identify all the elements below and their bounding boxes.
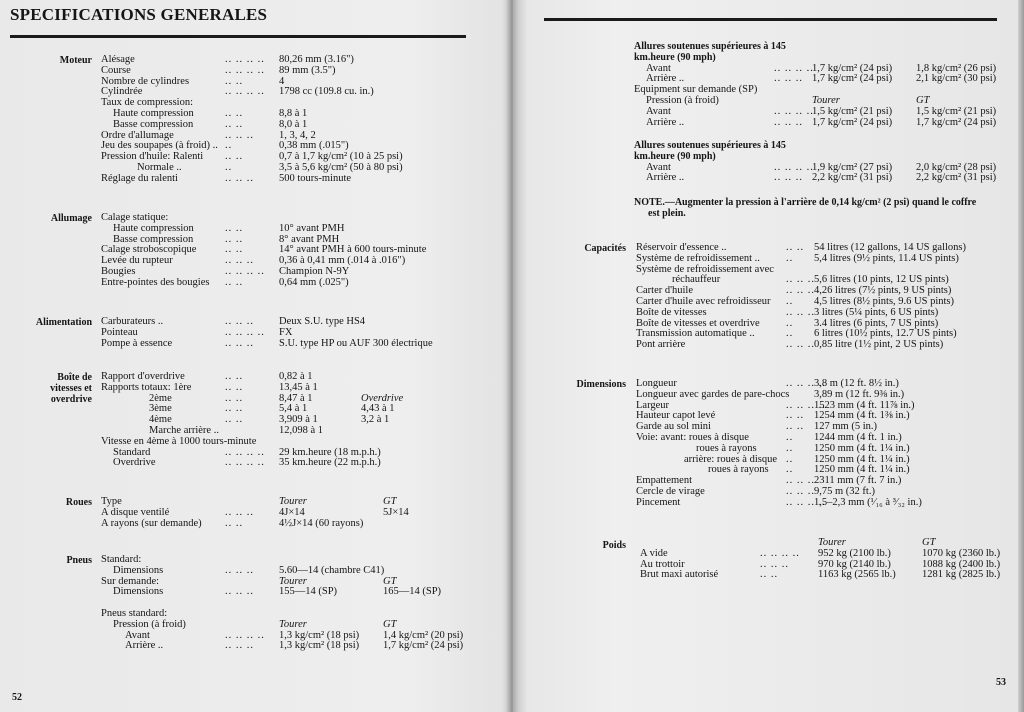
section-alimentation bbox=[101, 317, 501, 349]
page-number-right: 53 bbox=[996, 677, 1006, 688]
spec-value-2: 1088 kg (2400 lb.) bbox=[922, 558, 1001, 570]
leader-dots: .. .. .. .. bbox=[225, 457, 265, 469]
leader-dots: .. .. .. bbox=[225, 586, 254, 598]
spec-value: 5,6 litres (10 pints, 12 US pints) bbox=[814, 274, 949, 286]
spec-value-2: GT bbox=[916, 94, 930, 106]
spec-value: 89 mm (3.5") bbox=[279, 64, 336, 76]
spec-label: arrière: roues à disque bbox=[684, 453, 777, 465]
leader-dots: .. .. .. bbox=[774, 172, 803, 184]
spec-label: Haute compression bbox=[113, 107, 194, 119]
spec-value: 1244 mm (4 ft. 1 in.) bbox=[814, 431, 902, 443]
spec-label: Arrière .. bbox=[646, 73, 685, 85]
spec-row bbox=[634, 173, 1014, 184]
spec-label: Au trottoir bbox=[640, 558, 685, 570]
spec-label: Pression (à froid) bbox=[646, 94, 719, 106]
leader-dots: .. .. bbox=[225, 414, 244, 426]
section-label-allumage: Allumage bbox=[50, 213, 92, 224]
spec-row bbox=[101, 587, 501, 598]
spec-value: Tourer bbox=[279, 618, 307, 630]
leader-dots: .. .. bbox=[225, 371, 244, 382]
section-allumage bbox=[101, 213, 501, 289]
spec-row bbox=[636, 444, 1016, 455]
left-page bbox=[0, 0, 510, 712]
spec-value: Tourer bbox=[812, 94, 840, 106]
spec-label: Nombre de cylindres bbox=[101, 75, 190, 87]
leader-dots: .. .. .. .. bbox=[786, 496, 826, 508]
spec-label: Ordre d'allumage bbox=[101, 129, 174, 141]
spec-value: 1523 mm (4 ft. 11⅞ in.) bbox=[814, 399, 915, 411]
allures-heading-line: km.heure (90 mph) bbox=[634, 150, 716, 162]
spec-value: 1798 cc (109.8 cu. in.) bbox=[279, 86, 374, 98]
note bbox=[634, 197, 1009, 219]
spec-value: 1,7 kg/cm² (24 psi) bbox=[812, 62, 893, 74]
spec-label: Jeu des soupapes (à froid) .. bbox=[101, 140, 218, 152]
spec-value-2: 5J×14 bbox=[383, 506, 409, 518]
spec-value: 970 kg (2140 lb.) bbox=[818, 558, 891, 570]
spec-label: Basse compression bbox=[113, 233, 194, 245]
leader-dots: .. .. .. .. bbox=[225, 265, 265, 277]
spec-value: 1163 kg (2565 lb.) bbox=[818, 569, 896, 581]
leader-dots: .. .. .. .. bbox=[225, 64, 265, 76]
spec-label: A rayons (sur demande) bbox=[101, 517, 202, 529]
leader-dots: .. .. .. .. bbox=[774, 161, 814, 173]
spec-value: 1250 mm (4 ft. 1¼ in.) bbox=[814, 442, 910, 454]
page-number-left: 52 bbox=[12, 692, 22, 703]
spec-label: Haute compression bbox=[113, 222, 194, 234]
spec-label: Système de refroidissement .. bbox=[636, 252, 760, 264]
leader-dots: .. .. .. bbox=[225, 337, 254, 349]
section-label-roues: Roues bbox=[65, 497, 92, 508]
spec-value: 3,909 à 1 bbox=[279, 414, 318, 426]
spec-label: Largeur bbox=[636, 399, 670, 411]
spec-label: Système de refroidissement avec bbox=[636, 263, 774, 275]
leader-dots: .. bbox=[225, 140, 233, 152]
section-label-poids: Poids bbox=[602, 540, 626, 551]
spec-row bbox=[101, 66, 501, 77]
spec-value-2: 1,8 kg/cm² (26 psi) bbox=[916, 62, 997, 74]
boite-label-line: overdrive bbox=[50, 394, 92, 405]
spec-label: Arrière .. bbox=[646, 116, 685, 128]
leader-dots: .. .. .. bbox=[225, 316, 254, 327]
section-capacites bbox=[636, 243, 1016, 351]
spec-value: 1,7 kg/cm² (24 psi) bbox=[812, 73, 893, 85]
leader-dots: .. .. bbox=[225, 244, 244, 256]
spec-label: Carburateurs .. bbox=[101, 316, 164, 327]
spec-value: 12,098 à 1 bbox=[279, 424, 324, 436]
spec-row bbox=[101, 120, 501, 131]
spec-label: Pincement bbox=[636, 496, 681, 508]
spec-label: Pression (à froid) bbox=[113, 618, 186, 630]
spec-row bbox=[101, 317, 501, 328]
spec-label: Carter d'huile avec refroidisseur bbox=[636, 295, 771, 307]
section-dimensions bbox=[636, 379, 1016, 509]
leader-dots: .. .. .. .. bbox=[786, 378, 826, 389]
spec-value: 1254 mm (4 ft. 1⅜ in.) bbox=[814, 410, 910, 422]
leader-dots: .. .. bbox=[786, 421, 805, 433]
spec-row bbox=[101, 383, 501, 394]
spec-label: Equipment sur demande (SP) bbox=[634, 84, 758, 96]
poids-rows bbox=[640, 549, 1020, 581]
spec-row bbox=[101, 620, 501, 631]
spec-label: Pneus standard: bbox=[101, 607, 168, 619]
spec-row bbox=[640, 570, 1020, 581]
leader-dots: .. .. .. bbox=[786, 306, 815, 318]
spec-label: Hauteur capot levé bbox=[636, 410, 716, 422]
spec-label: 3ème bbox=[149, 403, 172, 415]
spec-row bbox=[636, 390, 1016, 401]
spec-value: 14° avant PMH à 600 tours-minute bbox=[279, 244, 427, 256]
leader-dots: .. .. .. bbox=[225, 172, 254, 184]
leader-dots: .. .. .. .. bbox=[225, 446, 265, 458]
spec-value-2: 165—14 (SP) bbox=[383, 586, 442, 598]
spec-value: 952 kg (2100 lb.) bbox=[818, 547, 891, 559]
leader-dots: .. .. .. bbox=[786, 339, 815, 351]
spec-value: 3,89 m (12 ft. 9⅜ in.) bbox=[814, 388, 905, 400]
boite-label-line: Boîte de bbox=[57, 372, 92, 383]
spec-label: Longueur avec gardes de pare-chocs bbox=[636, 388, 790, 400]
spec-value: 4½J×14 (60 rayons) bbox=[279, 517, 364, 529]
spec-label: Alésage bbox=[101, 54, 135, 65]
leader-dots: .. .. .. .. bbox=[225, 629, 265, 641]
spec-label: Standard bbox=[113, 446, 151, 458]
spec-value: 1,3 kg/cm² (18 psi) bbox=[279, 629, 360, 641]
spec-label: Calage stroboscopique bbox=[101, 244, 197, 256]
spec-label: Pression d'huile: Ralenti bbox=[101, 151, 204, 163]
spec-label: Course bbox=[101, 64, 131, 76]
leader-dots: .. .. .. bbox=[225, 564, 254, 576]
spec-label: Marche arrière .. bbox=[149, 424, 219, 436]
page-title: SPECIFICATIONS GENERALES bbox=[10, 5, 268, 24]
spec-value: 1250 mm (4 ft. 1¼ in.) bbox=[814, 464, 910, 476]
spec-row bbox=[101, 278, 501, 289]
section-poids bbox=[640, 538, 1020, 581]
spec-value: 8,47 à 1 bbox=[279, 392, 313, 404]
allures-2-rows bbox=[634, 163, 1014, 185]
leader-dots: .. .. .. bbox=[786, 485, 815, 497]
note-line-1: NOTE.—Augmenter la pression à l'arrière de 0,14 kg/cm² (2 psi) quand le coffre bbox=[634, 197, 977, 208]
leader-dots: .. bbox=[225, 161, 233, 173]
leader-dots: .. bbox=[786, 317, 794, 329]
spec-label: Bougies bbox=[101, 265, 136, 277]
poids-col-tourer: Tourer bbox=[818, 537, 846, 548]
leader-dots: .. .. bbox=[760, 569, 779, 581]
leader-dots: .. .. bbox=[225, 276, 244, 288]
spec-value: 1250 mm (4 ft. 1¼ in.) bbox=[814, 453, 910, 465]
spec-label: Taux de compression: bbox=[101, 97, 193, 109]
spec-value: 1, 3, 4, 2 bbox=[279, 129, 316, 141]
leader-dots: .. .. .. bbox=[786, 274, 815, 286]
spec-label: Voie: avant: roues à disque bbox=[636, 431, 749, 443]
spec-value: FX bbox=[279, 326, 293, 338]
spec-label: Carter d'huile bbox=[636, 285, 693, 297]
leader-dots: .. bbox=[786, 464, 794, 476]
spec-label: 2ème bbox=[149, 392, 172, 404]
spec-value: 4J×14 bbox=[279, 506, 305, 518]
leader-dots: .. .. bbox=[225, 151, 244, 163]
spec-label: Rapport d'overdrive bbox=[101, 371, 185, 382]
spec-label: Normale .. bbox=[137, 161, 182, 173]
spec-row bbox=[634, 107, 1014, 118]
spec-value-2: 2,2 kg/cm² (31 psi) bbox=[916, 172, 997, 184]
spec-label: Basse compression bbox=[113, 118, 194, 130]
spec-row bbox=[101, 641, 501, 652]
spec-value: 8,0 à 1 bbox=[279, 118, 308, 130]
leader-dots: .. .. bbox=[225, 118, 244, 130]
allures-heading-line: Allures soutenues supérieures à 145 bbox=[634, 41, 786, 52]
spec-value: 80,26 mm (3.16") bbox=[279, 54, 354, 65]
spec-value: 500 tours-minute bbox=[279, 172, 352, 184]
leader-dots: .. .. bbox=[225, 392, 244, 404]
spec-value: 6 litres (10½ pints, 12.7 US pints) bbox=[814, 328, 957, 340]
spec-row bbox=[636, 254, 1016, 265]
spec-value: 3,8 m (12 ft. 8½ in.) bbox=[814, 378, 899, 389]
roues-col-tourer: Tourer bbox=[279, 496, 307, 507]
spec-value-2: 1,7 kg/cm² (24 psi) bbox=[916, 116, 997, 128]
spec-value: 1,9 kg/cm² (27 psi) bbox=[812, 161, 893, 173]
section-roues bbox=[101, 497, 501, 529]
spec-label: Dimensions bbox=[113, 564, 164, 576]
spec-label: Arrière .. bbox=[646, 172, 685, 184]
leader-dots: .. .. .. .. bbox=[774, 62, 814, 74]
spec-row bbox=[636, 308, 1016, 319]
spec-value-2: 1,4 kg/cm² (20 psi) bbox=[383, 629, 464, 641]
section-label-pneus: Pneus bbox=[66, 555, 92, 566]
spec-label: réchauffeur bbox=[672, 274, 721, 286]
leader-dots: .. .. bbox=[786, 410, 805, 422]
spec-value: 2311 mm (7 ft. 7 in.) bbox=[814, 475, 902, 487]
spec-label: Longueur bbox=[636, 378, 677, 389]
leader-dots: .. .. .. bbox=[774, 73, 803, 85]
spec-value: 127 mm (5 in.) bbox=[814, 421, 877, 433]
spec-row bbox=[636, 498, 1016, 509]
leader-dots: .. .. .. .. bbox=[225, 326, 265, 338]
spec-label: Entre-pointes des bougies bbox=[101, 276, 210, 288]
spec-value: 4,26 litres (7½ pints, 9 US pints) bbox=[814, 285, 952, 297]
leader-dots: .. .. bbox=[225, 517, 244, 529]
spec-label: Avant bbox=[646, 105, 671, 117]
leader-dots: .. .. .. .. bbox=[786, 399, 826, 411]
leader-dots: .. .. bbox=[225, 403, 244, 415]
spec-label: Calage statique: bbox=[101, 212, 169, 223]
spec-value: 10° avant PMH bbox=[279, 222, 345, 234]
section-label-dimensions: Dimensions bbox=[576, 379, 626, 390]
spec-value-2: 1,7 kg/cm² (24 psi) bbox=[383, 640, 464, 652]
roues-type-label: Type bbox=[101, 496, 122, 507]
spec-value: 54 litres (12 gallons, 14 US gallons) bbox=[814, 242, 966, 253]
spec-label: Empattement bbox=[636, 475, 692, 487]
leader-dots: .. .. .. .. bbox=[225, 86, 265, 98]
spec-label: 4ème bbox=[149, 414, 172, 426]
spec-label: A vide bbox=[640, 547, 668, 559]
section-moteur bbox=[101, 55, 501, 185]
spec-value-2: GT bbox=[383, 575, 397, 587]
spec-label: Pointeau bbox=[101, 326, 138, 338]
spec-label: Arrière .. bbox=[125, 640, 164, 652]
leader-dots: .. bbox=[786, 431, 794, 443]
spec-value: 29 km.heure (18 m.p.h.) bbox=[279, 446, 381, 458]
spec-value: 1,5 kg/cm² (21 psi) bbox=[812, 105, 893, 117]
leader-dots: .. bbox=[786, 453, 794, 465]
leader-dots: .. .. .. .. bbox=[774, 105, 814, 117]
spec-label: Avant bbox=[646, 62, 671, 74]
leader-dots: .. .. bbox=[225, 381, 244, 393]
spec-value: 5,4 à 1 bbox=[279, 403, 308, 415]
section-boite bbox=[101, 372, 501, 469]
roues-rows bbox=[101, 508, 501, 530]
spec-row bbox=[640, 549, 1020, 560]
title-rule bbox=[10, 35, 466, 38]
leader-dots: .. .. .. bbox=[225, 506, 254, 518]
leader-dots: .. .. bbox=[225, 233, 244, 245]
spec-value-2: 1,5 kg/cm² (21 psi) bbox=[916, 105, 997, 117]
leader-dots: .. .. .. bbox=[774, 116, 803, 128]
spec-value: 8° avant PMH bbox=[279, 233, 340, 245]
spec-label: Transmission automatique .. bbox=[636, 328, 755, 340]
spec-label: Cercle de virage bbox=[636, 485, 705, 497]
spec-value-2: 2,0 kg/cm² (28 psi) bbox=[916, 161, 997, 173]
spec-value: 5,4 litres (9½ pints, 11.4 US pints) bbox=[814, 252, 959, 264]
spec-value: 8,8 à 1 bbox=[279, 107, 308, 119]
spec-label: Standard: bbox=[101, 554, 142, 565]
spec-label: Avant bbox=[125, 629, 150, 641]
section-pneus bbox=[101, 555, 501, 652]
spec-label: Avant bbox=[646, 161, 671, 173]
spec-value: 3.4 litres (6 pints, 7 US pints) bbox=[814, 317, 939, 329]
spec-value: 1,5–2,3 mm (¹⁄₁₆ à ³⁄₃₂ in.) bbox=[814, 496, 922, 508]
spec-label: Réglage du ralenti bbox=[101, 172, 178, 184]
spec-value: 2,2 kg/cm² (31 psi) bbox=[812, 172, 893, 184]
spec-value: Tourer bbox=[279, 575, 307, 587]
spec-value: 1,7 kg/cm² (24 psi) bbox=[812, 116, 893, 128]
spec-label: Cylindrée bbox=[101, 86, 143, 98]
section-allures-1 bbox=[634, 42, 1014, 128]
spec-row bbox=[101, 174, 501, 185]
spec-label: Garde au sol mini bbox=[636, 421, 711, 433]
section-allures-2 bbox=[634, 141, 1014, 184]
section-label-alimentation: Alimentation bbox=[35, 317, 92, 328]
leader-dots: .. .. .. bbox=[225, 255, 254, 267]
section-label-moteur: Moteur bbox=[59, 55, 92, 66]
spec-value: 13,45 à 1 bbox=[279, 381, 318, 393]
spec-label: Pompe à essence bbox=[101, 337, 173, 349]
leader-dots: .. .. .. bbox=[786, 285, 815, 297]
leader-dots: .. bbox=[786, 252, 794, 264]
boite-label-line: vitesses et bbox=[50, 383, 92, 394]
leader-dots: .. bbox=[786, 442, 794, 454]
spec-value: 0,64 mm (.025") bbox=[279, 276, 349, 288]
allures-1-rows bbox=[634, 64, 1014, 129]
right-page bbox=[514, 0, 1024, 712]
spec-label: Levée du rupteur bbox=[101, 255, 173, 267]
spec-value: 0,36 à 0,41 mm (.014 à .016") bbox=[279, 255, 406, 267]
spec-row bbox=[101, 224, 501, 235]
spec-label: Rapports totaux: 1ère bbox=[101, 381, 192, 393]
spec-value: 3,5 à 5,6 kg/cm² (50 à 80 psi) bbox=[279, 161, 403, 173]
spec-value: 0,7 à 1,7 kg/cm² (10 à 25 psi) bbox=[279, 151, 403, 163]
spec-value-2: GT bbox=[383, 618, 397, 630]
poids-col-gt: GT bbox=[922, 537, 936, 548]
leader-dots: .. .. .. .. bbox=[225, 54, 265, 65]
spec-row bbox=[101, 519, 501, 530]
roues-col-gt: GT bbox=[383, 496, 397, 507]
spec-value: 0,82 à 1 bbox=[279, 371, 313, 382]
note-line-2: est plein. bbox=[648, 208, 686, 219]
spec-row bbox=[636, 340, 1016, 351]
leader-dots: .. .. bbox=[786, 242, 805, 253]
leader-dots: .. bbox=[786, 295, 794, 307]
spec-label: Brut maxi autorisé bbox=[640, 569, 719, 581]
spec-value: 5.60—14 (chambre C41) bbox=[279, 564, 385, 576]
leader-dots: .. .. bbox=[225, 107, 244, 119]
leader-dots: .. .. .. bbox=[786, 475, 815, 487]
spec-value: 1,3 kg/cm² (18 psi) bbox=[279, 640, 360, 652]
spec-row bbox=[101, 339, 501, 350]
spec-label: A disque ventilé bbox=[101, 506, 170, 518]
spec-label: Pont arrière bbox=[636, 339, 686, 351]
spec-value: 155—14 (SP) bbox=[279, 586, 338, 598]
spec-label: Overdrive bbox=[113, 457, 156, 469]
spec-value: Champion N-9Y bbox=[279, 265, 350, 277]
spec-value-2: 4,43 à 1 bbox=[361, 403, 395, 415]
allures-heading-line: Allures soutenues supérieures à 145 bbox=[634, 140, 786, 151]
spec-value: 0,38 mm (.015") bbox=[279, 140, 349, 152]
spec-row bbox=[634, 118, 1014, 129]
spec-value: 0,85 litre (1½ pint, 2 US pints) bbox=[814, 339, 944, 351]
spec-label: Réservoir d'essence .. bbox=[636, 242, 727, 253]
spec-row bbox=[101, 508, 501, 519]
spec-value: S.U. type HP ou AUF 300 électrique bbox=[279, 337, 433, 349]
spec-row bbox=[101, 328, 501, 339]
spec-value: 35 km.heure (22 m.p.h.) bbox=[279, 457, 381, 469]
spec-value: Deux S.U. type HS4 bbox=[279, 316, 366, 327]
section-label-boite bbox=[20, 372, 92, 405]
spec-label: Sur demande: bbox=[101, 575, 160, 587]
spec-label: roues à rayons bbox=[708, 464, 769, 476]
leader-dots: .. .. bbox=[225, 222, 244, 234]
spec-value-2: 3,2 à 1 bbox=[361, 414, 390, 426]
allures-heading-line: km.heure (90 mph) bbox=[634, 51, 716, 63]
spec-label: Dimensions bbox=[113, 586, 164, 598]
spec-value: 4 bbox=[279, 75, 285, 87]
spec-value-2: 2,1 kg/cm² (30 psi) bbox=[916, 73, 997, 85]
leader-dots: .. .. .. bbox=[225, 640, 254, 652]
spec-label: roues à rayons bbox=[696, 442, 757, 454]
spec-row bbox=[101, 437, 501, 448]
leader-dots: .. bbox=[786, 328, 794, 340]
spec-label: Boîte de vitesses et overdrive bbox=[636, 317, 760, 329]
section-label-capacites: Capacités bbox=[584, 243, 626, 254]
spec-value-2: Overdrive bbox=[361, 392, 404, 404]
top-rule bbox=[544, 18, 997, 21]
spec-label: Vitesse en 4ème à 1000 tours-minute bbox=[101, 435, 257, 447]
spec-value: 4,5 litres (8½ pints, 9.6 US pints) bbox=[814, 295, 955, 307]
leader-dots: .. .. .. .. bbox=[760, 547, 800, 559]
spec-value-2: 1070 kg (2360 lb.) bbox=[922, 547, 1001, 559]
leader-dots: .. .. .. bbox=[225, 129, 254, 141]
spec-value-2: 1281 kg (2825 lb.) bbox=[922, 569, 1001, 581]
spec-value: 3 litres (5¼ pints, 6 US pints) bbox=[814, 306, 939, 318]
spec-label: Boîte de vitesses bbox=[636, 306, 707, 318]
spec-row bbox=[101, 458, 501, 469]
leader-dots: .. .. bbox=[225, 75, 244, 87]
spec-row bbox=[101, 566, 501, 577]
leader-dots: .. .. .. bbox=[760, 558, 789, 570]
spec-value: 9,75 m (32 ft.) bbox=[814, 485, 875, 497]
